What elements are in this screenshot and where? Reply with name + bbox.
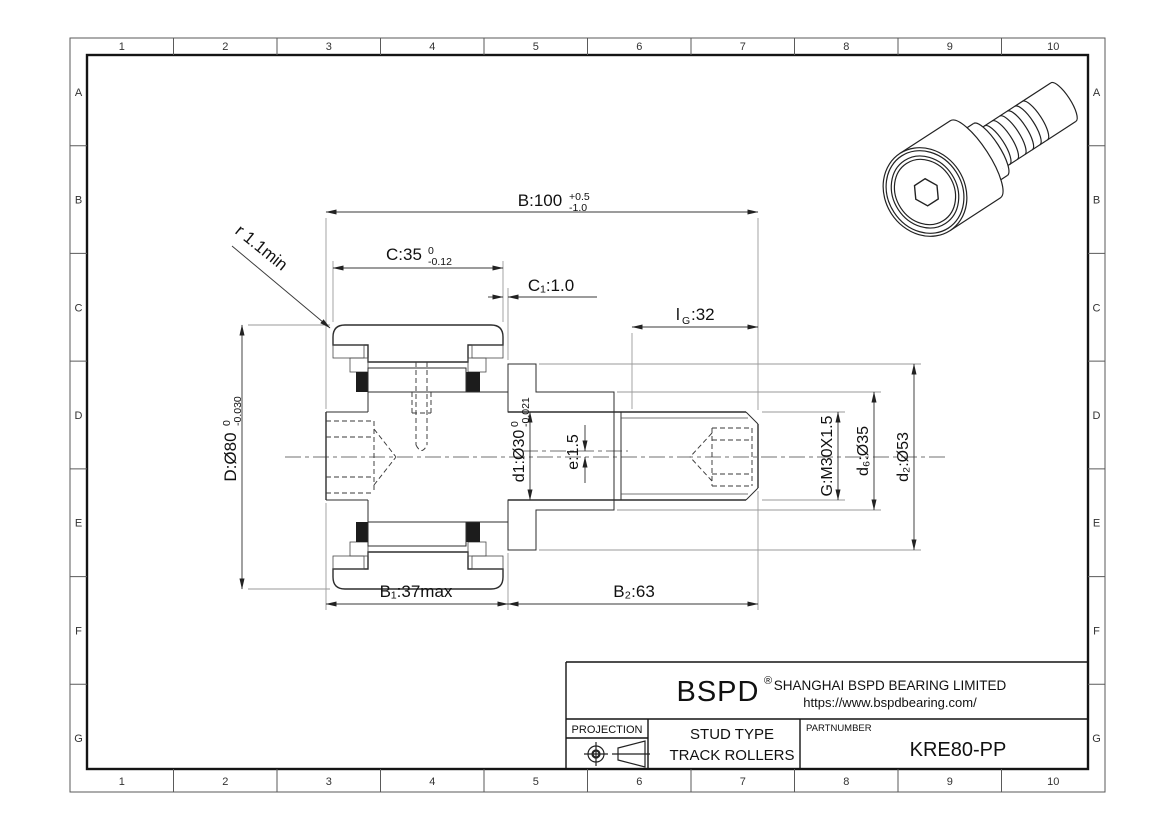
grid-column-label-top: 9 <box>946 41 953 53</box>
needle-rollers-bottom <box>368 522 466 546</box>
dim-d1-label: d1:Ø30 <box>511 429 528 483</box>
dim-B2-label: B₂:63 <box>613 582 655 601</box>
dim-D-tol-up: 0 <box>221 420 233 426</box>
product-type-line1: STUD TYPE <box>690 726 774 743</box>
title-block <box>566 662 1088 769</box>
grid-column-label-top: 1 <box>118 41 125 53</box>
grid-row-label-left: B <box>74 194 83 207</box>
dim-d2 <box>895 364 914 550</box>
grid-row-label-right: G <box>1092 733 1101 746</box>
grid-column-label-bottom: 4 <box>429 776 436 788</box>
product-type-line2: TRACK ROLLERS <box>669 747 795 764</box>
dim-B1-label: B₁:37max <box>379 582 453 601</box>
grid-column-label-bottom: 7 <box>739 776 746 788</box>
registered-trademark-icon: ® <box>764 675 773 687</box>
grid-column-label-top: 7 <box>739 41 746 53</box>
dim-lG-post: :32 <box>691 305 715 324</box>
grid-column-label-top: 4 <box>429 41 436 53</box>
grid-row-label-right: F <box>1093 625 1100 638</box>
grid-row-label-left: F <box>75 625 82 638</box>
dim-lG-sub: G <box>682 315 691 327</box>
grid-column-label-bottom: 9 <box>946 776 953 788</box>
grid-row-label-left: D <box>74 410 83 422</box>
dim-C <box>333 245 503 268</box>
dim-B-label: B:100 <box>517 191 563 210</box>
dim-C-label: C:35 <box>386 245 422 264</box>
seal-left-bottom <box>333 522 370 569</box>
title-block-header <box>677 675 1007 710</box>
stud-collar-bottom-section <box>508 500 614 550</box>
grid-row-label-right: E <box>1092 517 1101 530</box>
grid-column-label-bottom: 1 <box>118 776 125 788</box>
dim-D-tol-dn: -0.030 <box>232 396 244 426</box>
grid-column-label-bottom: 3 <box>325 776 332 788</box>
grid-row-label-right: C <box>1092 302 1101 315</box>
extension-lines <box>248 218 921 610</box>
dim-G <box>819 412 838 500</box>
product-cell <box>669 726 794 764</box>
dim-e <box>565 425 585 483</box>
grid-row-label-left: A <box>74 86 83 99</box>
grid-column-label-top: 8 <box>843 41 850 53</box>
seal-right-bottom <box>466 522 503 569</box>
dim-r <box>232 221 330 328</box>
company-name: SHANGHAI BSPD BEARING LIMITED <box>773 678 1007 693</box>
first-angle-projection-icon <box>584 741 650 767</box>
dim-C1 <box>488 276 597 297</box>
dim-B2 <box>508 582 758 604</box>
dim-D-label: D:Ø80 <box>221 432 240 482</box>
grid-column-label-bottom: 10 <box>1047 776 1060 788</box>
dim-d6 <box>855 392 874 510</box>
dim-e-label: e:1.5 <box>565 434 582 470</box>
grid-column-label-bottom: 2 <box>222 776 229 788</box>
grid-row-label-left: E <box>74 517 83 530</box>
dim-d1-tol-dn: -0.021 <box>520 397 532 427</box>
dim-d6-label: d₆:Ø35 <box>855 425 872 477</box>
grid-row-label-left: C <box>74 302 83 315</box>
dim-D <box>221 325 244 589</box>
dim-d1-tol-up: 0 <box>509 421 521 427</box>
grid-column-label-bottom: 8 <box>843 776 850 788</box>
thread-section <box>621 412 758 500</box>
projection-label: PROJECTION <box>571 724 643 736</box>
grid-column-label-top: 2 <box>222 41 229 53</box>
dim-r-label: r 1.1min <box>231 221 292 275</box>
needle-rollers-top <box>368 368 466 392</box>
grid-column-label-top: 3 <box>325 41 332 53</box>
seal-right-top <box>466 345 503 392</box>
dim-C-tol-up: 0 <box>428 245 434 257</box>
dim-C1-label: C₁:1.0 <box>527 276 575 295</box>
seal-left-top <box>333 345 370 392</box>
grid-row-label-right: D <box>1092 410 1101 422</box>
company-logo: BSPD <box>676 676 760 708</box>
grid-column-label-top: 5 <box>532 41 539 53</box>
dim-C-tol-dn: -0.12 <box>428 256 452 268</box>
grid-column-label-top: 6 <box>636 41 643 53</box>
grid-row-label-left: G <box>74 733 83 746</box>
partnumber-cell <box>806 723 1006 761</box>
dimensions <box>221 191 921 610</box>
partnumber-value: KRE80-PP <box>909 739 1007 761</box>
dim-B1 <box>326 582 508 604</box>
dim-lG <box>632 305 758 327</box>
iso-thread <box>978 79 1082 169</box>
dim-B-tol-up: +0.5 <box>569 191 590 203</box>
grid-row-label-right: A <box>1092 86 1101 99</box>
dim-G-label: G:M30X1.5 <box>819 415 836 497</box>
company-website: https://www.bspdbearing.com/ <box>803 695 977 710</box>
outer-ring-top-section <box>333 325 503 362</box>
projection-cell <box>572 724 650 767</box>
isometric-view <box>866 60 1094 253</box>
grid-column-label-top: 10 <box>1047 41 1060 53</box>
grid-column-label-bottom: 5 <box>532 776 539 788</box>
dim-lG-pre: l <box>676 305 680 324</box>
grid-column-label-bottom: 6 <box>636 776 643 788</box>
dim-d2-label: d₂:Ø53 <box>895 432 912 482</box>
grid-row-label-right: B <box>1092 194 1101 207</box>
dim-B <box>326 191 758 214</box>
section-view <box>285 325 948 589</box>
partnumber-label: PARTNUMBER <box>806 723 872 734</box>
dim-B-tol-dn: -1.0 <box>569 202 588 214</box>
